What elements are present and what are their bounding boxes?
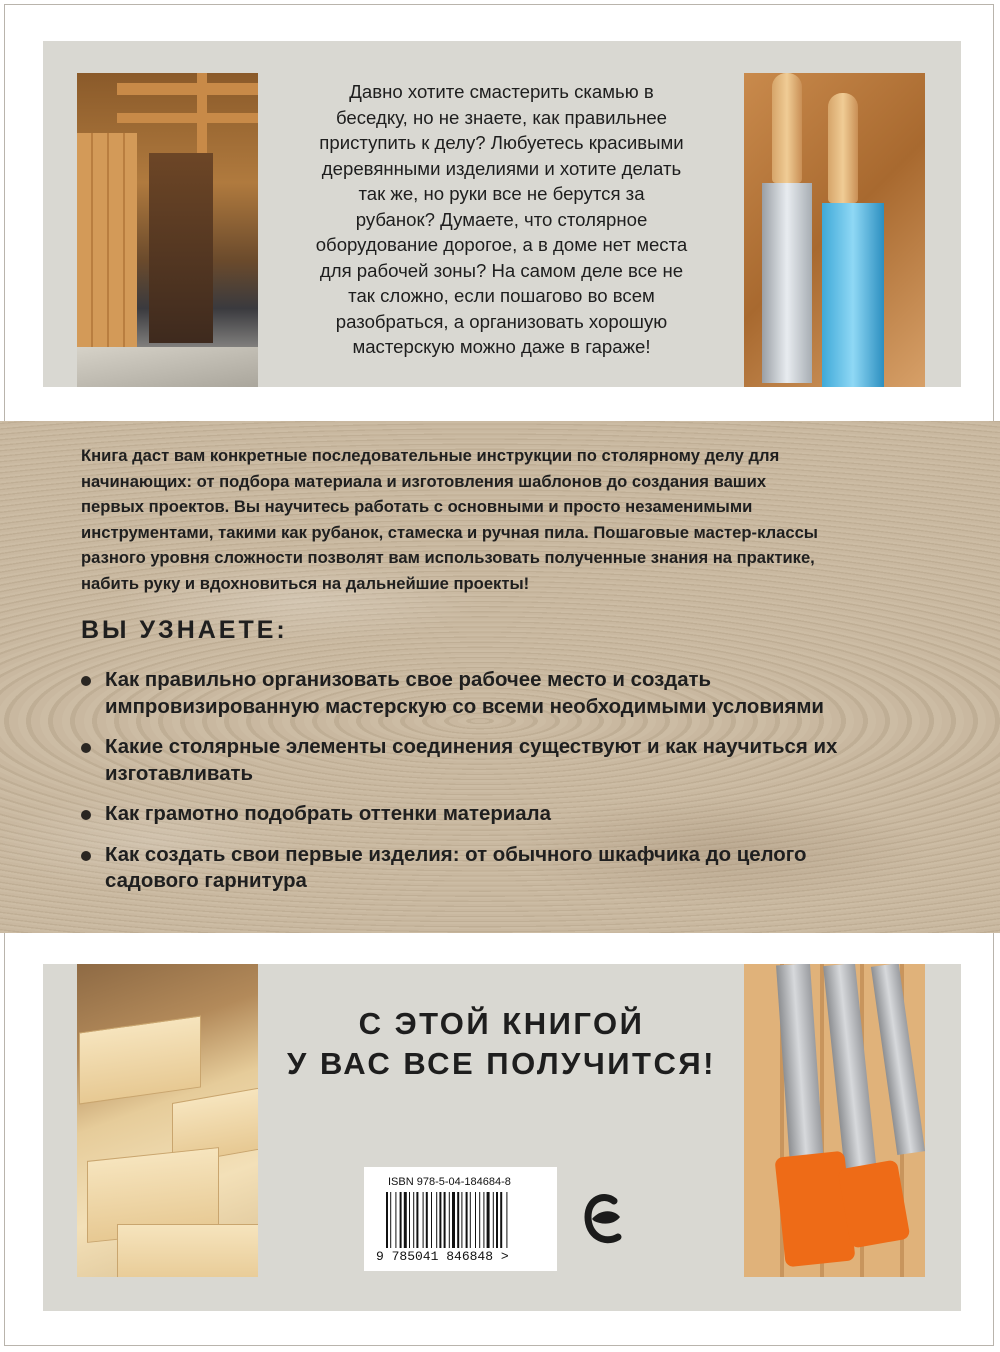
wood-joint-photo (77, 964, 258, 1277)
barcode-digits: 9 785041 846848 > (376, 1249, 509, 1264)
barcode-box (364, 1167, 557, 1271)
wood-band (0, 421, 1000, 933)
list-item: Как правильно организовать свое рабочее место и создать импровизированную мастерскую со всеми необходимыми условиями (81, 667, 941, 720)
bullet-icon (81, 810, 91, 820)
barcode (386, 1192, 536, 1248)
list-item: Какие столярные элементы соединения существуют и как научиться их изготавливать (81, 734, 941, 787)
saws-photo (744, 964, 925, 1277)
chisels-photo (744, 73, 925, 387)
publisher-logo-icon (584, 1191, 626, 1249)
workshop-photo (77, 73, 258, 387)
top-panel (43, 41, 961, 387)
list-item: Как грамотно подобрать оттенки материала (81, 801, 941, 828)
bullet-icon (81, 676, 91, 686)
list-item: Как создать свои первые изделия: от обычного шкафчика до целого садового гарнитура (81, 842, 941, 895)
learn-heading: ВЫ УЗНАЕТЕ: (81, 616, 288, 644)
isbn-text: ISBN 978-5-04-184684-8 (388, 1176, 511, 1188)
book-description: Книга даст вам конкретные последовательные инструкции по столярному делу для начинающих: от подбора материала и изготовления шаблонов до создания ваших первых проектов. Вы научитесь работать с основными и просто незаменимыми инструментами, такими как рубанок, стамеска и ручная пила. Пошаговые мастер-классы разного уровня сложности позволят вам использовать полученные знания на практике, набить руку и вдохновиться на дальнейшие проекты! (81, 446, 818, 593)
bullet-icon (81, 743, 91, 753)
intro-paragraph: Давно хотите смастерить скамью в беседку, но не знаете, как правильнее приступить к делу? Любуетесь красивыми деревянными изделиями и хотите делать так же, но руки все не берутся за рубанок? Думаете, что столярное оборудование дорогое, а в доме нет места для рабочей зоны? На самом деле все не так сложно, если пошагово во всем разобраться, а организовать хорошую мастерскую можно даже в гараже! (315, 81, 688, 357)
slogan: С ЭТОЙ КНИГОЙ У ВАС ВСЕ ПОЛУЧИТСЯ! (287, 1006, 716, 1081)
bottom-panel (43, 964, 961, 1311)
bullet-icon (81, 851, 91, 861)
learn-list (81, 667, 941, 909)
